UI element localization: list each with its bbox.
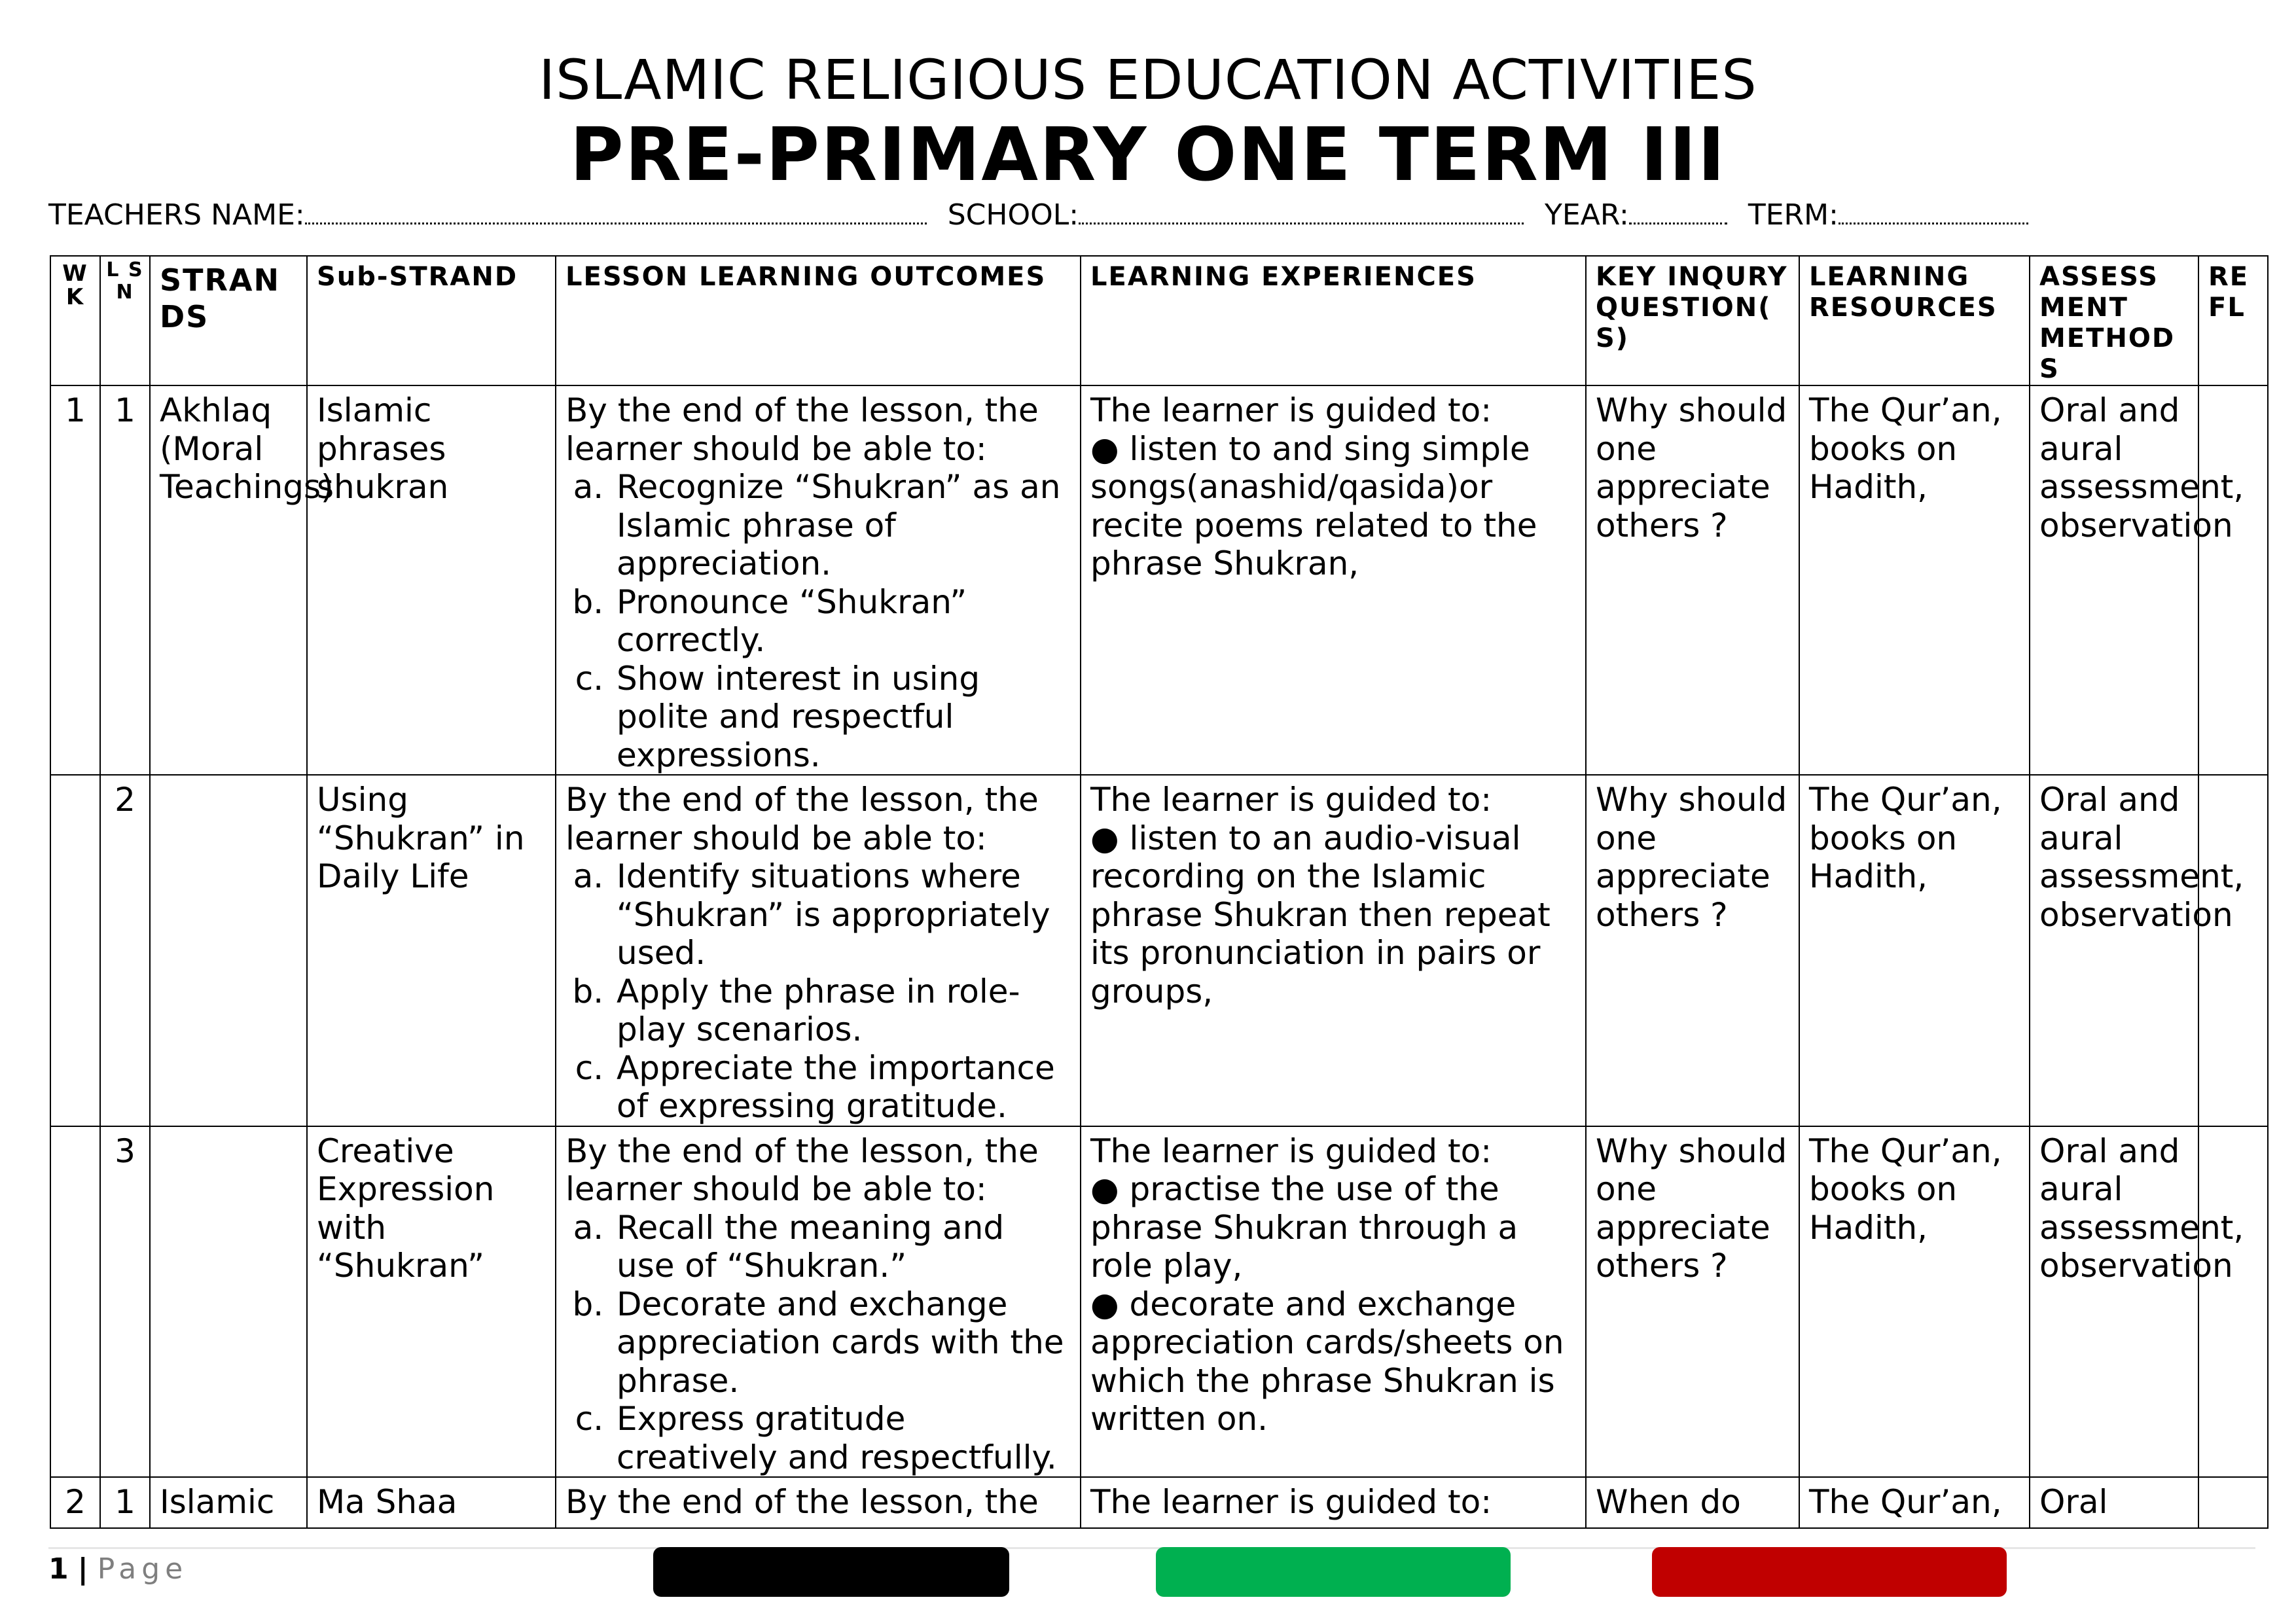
cell-sub-strand: Ma Shaa	[307, 1477, 556, 1528]
cell-assessment: Oral and aural assessment, observation	[2030, 385, 2198, 775]
list-item: a. Recall the meaning and use of “Shukran.”	[614, 1209, 1071, 1285]
cell-assessment: Oral	[2030, 1477, 2198, 1528]
experiences-item: ● practise the use of the phrase Shukran through a role play,	[1090, 1170, 1518, 1285]
cell-strand: Islamic	[150, 1477, 307, 1528]
footer-bar-red	[1652, 1547, 2007, 1597]
cell-wk: 2	[50, 1477, 100, 1528]
outcomes-intro: By the end of the lesson, the learner should be able to:	[565, 391, 1039, 468]
scheme-of-work-table	[50, 255, 2269, 1529]
list-item: b. Apply the phrase in role-play scenarios.	[614, 972, 1071, 1049]
cell-resources: The Qur’an, books on Hadith,	[1799, 1126, 2030, 1478]
page-separator: |	[77, 1552, 88, 1586]
page-number: 1	[48, 1552, 69, 1586]
cell-resources: The Qur’an, books on Hadith,	[1799, 385, 2030, 775]
header-outcomes: LESSON LEARNING OUTCOMES	[556, 256, 1081, 385]
experiences-intro: The learner is guided to:	[1090, 1483, 1492, 1521]
cell-outcomes	[556, 1126, 1081, 1478]
page-label: Page	[97, 1552, 188, 1586]
outcomes-intro: By the end of the lesson, the learner should be able to:	[565, 781, 1039, 857]
header-assessment: ASSESS MENT METHOD S	[2030, 256, 2198, 385]
cell-refl	[2198, 1477, 2268, 1528]
header-inquiry: KEY INQURY QUESTION( S)	[1586, 256, 1799, 385]
cell-refl	[2198, 385, 2268, 775]
outcomes-intro: By the end of the lesson, the	[565, 1483, 1039, 1521]
cell-sub-strand: Creative Expression with “Shukran”	[307, 1126, 556, 1478]
list-item: b. Pronounce “Shukran” correctly.	[614, 583, 1071, 660]
cell-experiences	[1081, 385, 1586, 775]
year-label: YEAR:	[1545, 198, 1629, 232]
school-field[interactable]	[1079, 194, 1524, 224]
list-item: c. Appreciate the importance of expressing gratitude.	[614, 1049, 1071, 1126]
cell-outcomes	[556, 1477, 1081, 1528]
teacher-name-label: TEACHERS NAME:	[48, 198, 305, 232]
header-wk: W K	[50, 256, 100, 385]
cell-outcomes	[556, 385, 1081, 775]
document-subtitle: PRE-PRIMARY ONE TERM III	[569, 113, 1727, 198]
header-resources: LEARNING RESOURCES	[1799, 256, 2030, 385]
table-row	[50, 1477, 2268, 1528]
school-label: SCHOOL:	[947, 198, 1079, 232]
cell-resources: The Qur’an,	[1799, 1477, 2030, 1528]
experiences-intro: The learner is guided to:	[1090, 1132, 1492, 1170]
cell-lsn: 2	[100, 775, 150, 1126]
experiences-intro: The learner is guided to:	[1090, 391, 1492, 429]
cell-assessment: Oral and aural assessment, observation	[2030, 775, 2198, 1126]
cell-assessment: Oral and aural assessment, observation	[2030, 1126, 2198, 1478]
header-refl: RE FL	[2198, 256, 2268, 385]
list-item: c. Show interest in using polite and respectful expressions.	[614, 660, 1071, 775]
table-row	[50, 775, 2268, 1126]
cell-experiences	[1081, 1477, 1586, 1528]
list-item: c. Express gratitude creatively and respectfully.	[614, 1400, 1071, 1476]
table-row	[50, 1126, 2268, 1478]
experiences-text: ● listen to and sing simple songs(anashid/qasida)or recite poems related to the phrase Shukran,	[1090, 429, 1537, 582]
cell-wk	[50, 1126, 100, 1478]
header-experiences: LEARNING EXPERIENCES	[1081, 256, 1586, 385]
footer-bar-green	[1156, 1547, 1511, 1597]
footer-bar-black	[653, 1547, 1009, 1597]
list-item: b. Decorate and exchange appreciation cards with the phrase.	[614, 1285, 1071, 1400]
list-item: a. Recognize “Shukran” as an Islamic phrase of appreciation.	[614, 468, 1071, 583]
cell-refl	[2198, 775, 2268, 1126]
cell-lsn: 1	[100, 1477, 150, 1528]
outcomes-list	[565, 468, 1071, 774]
cell-inquiry: Why should one appreciate others ?	[1586, 775, 1799, 1126]
outcomes-list	[565, 1209, 1071, 1477]
table-header-row	[50, 256, 2268, 385]
term-label: TERM:	[1748, 198, 1839, 232]
cell-wk	[50, 775, 100, 1126]
cell-inquiry: Why should one appreciate others ?	[1586, 385, 1799, 775]
experiences-item: ● decorate and exchange appreciation cards/sheets on which the phrase Shukran is written on.	[1090, 1285, 1564, 1438]
cell-inquiry: When do	[1586, 1477, 1799, 1528]
cell-experiences	[1081, 1126, 1586, 1478]
header-strands: STRAN DS	[150, 256, 307, 385]
cell-resources: The Qur’an, books on Hadith,	[1799, 775, 2030, 1126]
cell-lsn: 3	[100, 1126, 150, 1478]
cell-experiences	[1081, 775, 1586, 1126]
cell-sub-strand: Using “Shukran” in Daily Life	[307, 775, 556, 1126]
cell-wk: 1	[50, 385, 100, 775]
cell-outcomes	[556, 775, 1081, 1126]
year-field[interactable]	[1629, 194, 1727, 224]
header-sub-strand: Sub-STRAND	[307, 256, 556, 385]
outcomes-intro: By the end of the lesson, the learner should be able to:	[565, 1132, 1039, 1208]
header-fields	[48, 194, 2040, 235]
list-item: a. Identify situations where “Shukran” is appropriately used.	[614, 857, 1071, 972]
teacher-name-field[interactable]	[305, 194, 927, 224]
cell-refl	[2198, 1126, 2268, 1478]
cell-lsn: 1	[100, 385, 150, 775]
cell-strand: Akhlaq (Moral Teachings)	[150, 385, 307, 775]
cell-strand	[150, 775, 307, 1126]
table-row	[50, 385, 2268, 775]
outcomes-list	[565, 857, 1071, 1126]
term-field[interactable]	[1839, 194, 2028, 224]
experiences-intro: The learner is guided to:	[1090, 781, 1492, 819]
cell-sub-strand: Islamic phrases shukran	[307, 385, 556, 775]
header-lsn: L S N	[100, 256, 150, 385]
experiences-text: ● listen to an audio-visual recording on the Islamic phrase Shukran then repeat its pronunciation in pairs or groups,	[1090, 819, 1551, 1010]
page-footer	[48, 1550, 188, 1589]
cell-inquiry: Why should one appreciate others ?	[1586, 1126, 1799, 1478]
cell-strand	[150, 1126, 307, 1478]
document-title: ISLAMIC RELIGIOUS EDUCATION ACTIVITIES	[539, 48, 1757, 112]
